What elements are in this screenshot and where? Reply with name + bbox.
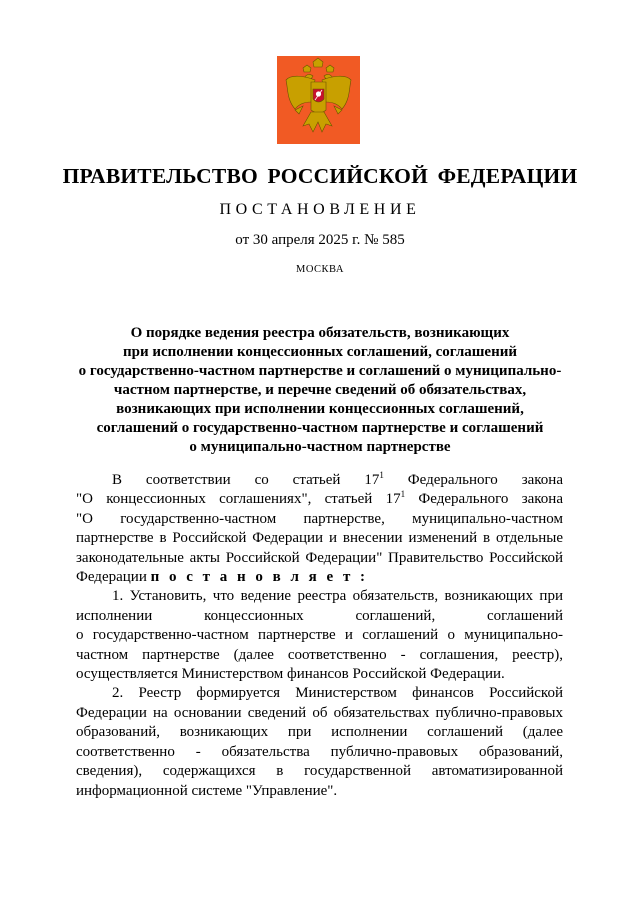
russian-coat-of-arms-icon: [277, 56, 360, 144]
preamble-line: "О концессионных соглашениях", статьей $17^1$ Федерального закона: [76, 489, 563, 508]
title-line: О порядке ведения реестра обязательств, возникающих: [130, 325, 510, 341]
preamble-line: "О государственно-частном партнерстве, муниципально-частном: [76, 510, 563, 527]
document-title: [60, 324, 580, 457]
paragraph-2-line: информационной системе "Управление".: [76, 782, 338, 799]
title-line: при исполнении концессионных соглашений, соглашений: [122, 344, 518, 360]
document-date-number: от 30 апреля 2025 г. № 585: [235, 232, 405, 248]
paragraph-1-line: исполнении концессионных соглашений, соглашений: [76, 607, 563, 624]
paragraph-2-line: Федерации на основании сведений об обязательствах публично-правовых: [76, 704, 563, 721]
paragraph-2-line: 2. Реестр формируется Министерством финансов Российской: [112, 685, 563, 702]
preamble-line: В соответствии со статьей $17^1$ Федерального закона: [112, 470, 563, 488]
preamble-line: партнерстве в Российской Федерации и внесении изменений в отдельные: [76, 530, 563, 547]
paragraph-2-line: соответственно - обязательства публично-правовых образований,: [76, 743, 563, 760]
document-place: МОСКВА: [296, 264, 344, 275]
government-title: ПРАВИТЕЛЬСТВО РОССИЙСКОЙ ФЕДЕРАЦИИ: [62, 164, 578, 188]
paragraph-1-line: частном партнерстве (далее соответственно - соглашения, реестр),: [76, 646, 563, 663]
title-line: о государственно-частном партнерстве и соглашений о муниципально-: [78, 363, 562, 379]
preamble-line: законодательные акты Российской Федерации" Правительство Российской: [76, 549, 563, 566]
paragraph-1-line: о государственно-частном партнерстве и соглашений о муниципально-: [76, 627, 563, 644]
title-line: соглашений о государственно-частном партнерстве и соглашений: [96, 420, 544, 436]
resolves-word: п о с т а н о в л я е т :: [150, 569, 369, 586]
title-line: о муниципально-частном партнерстве: [189, 439, 451, 455]
superscript: 1: [400, 489, 406, 500]
title-line: возникающих при исполнении концессионных соглашений,: [116, 401, 524, 417]
paragraph-2-line: сведения), содержащихся в государственной автоматизированной: [76, 763, 563, 780]
document-type: ПОСТАНОВЛЕНИЕ: [219, 201, 421, 218]
title-line: частном партнерстве, и перечне сведений об обязательствах,: [113, 382, 527, 398]
document-body: [76, 471, 563, 801]
paragraph-1-line: 1. Установить, что ведение реестра обязательств, возникающих при: [112, 588, 563, 605]
paragraph-1-line: осуществляется Министерством финансов Российской Федерации.: [76, 666, 505, 683]
superscript: 1: [379, 470, 384, 480]
preamble-line: Федерации п о с т а н о в л я е т :: [76, 569, 369, 586]
paragraph-2-line: образований, возникающих при исполнении соглашений (далее: [76, 724, 563, 741]
